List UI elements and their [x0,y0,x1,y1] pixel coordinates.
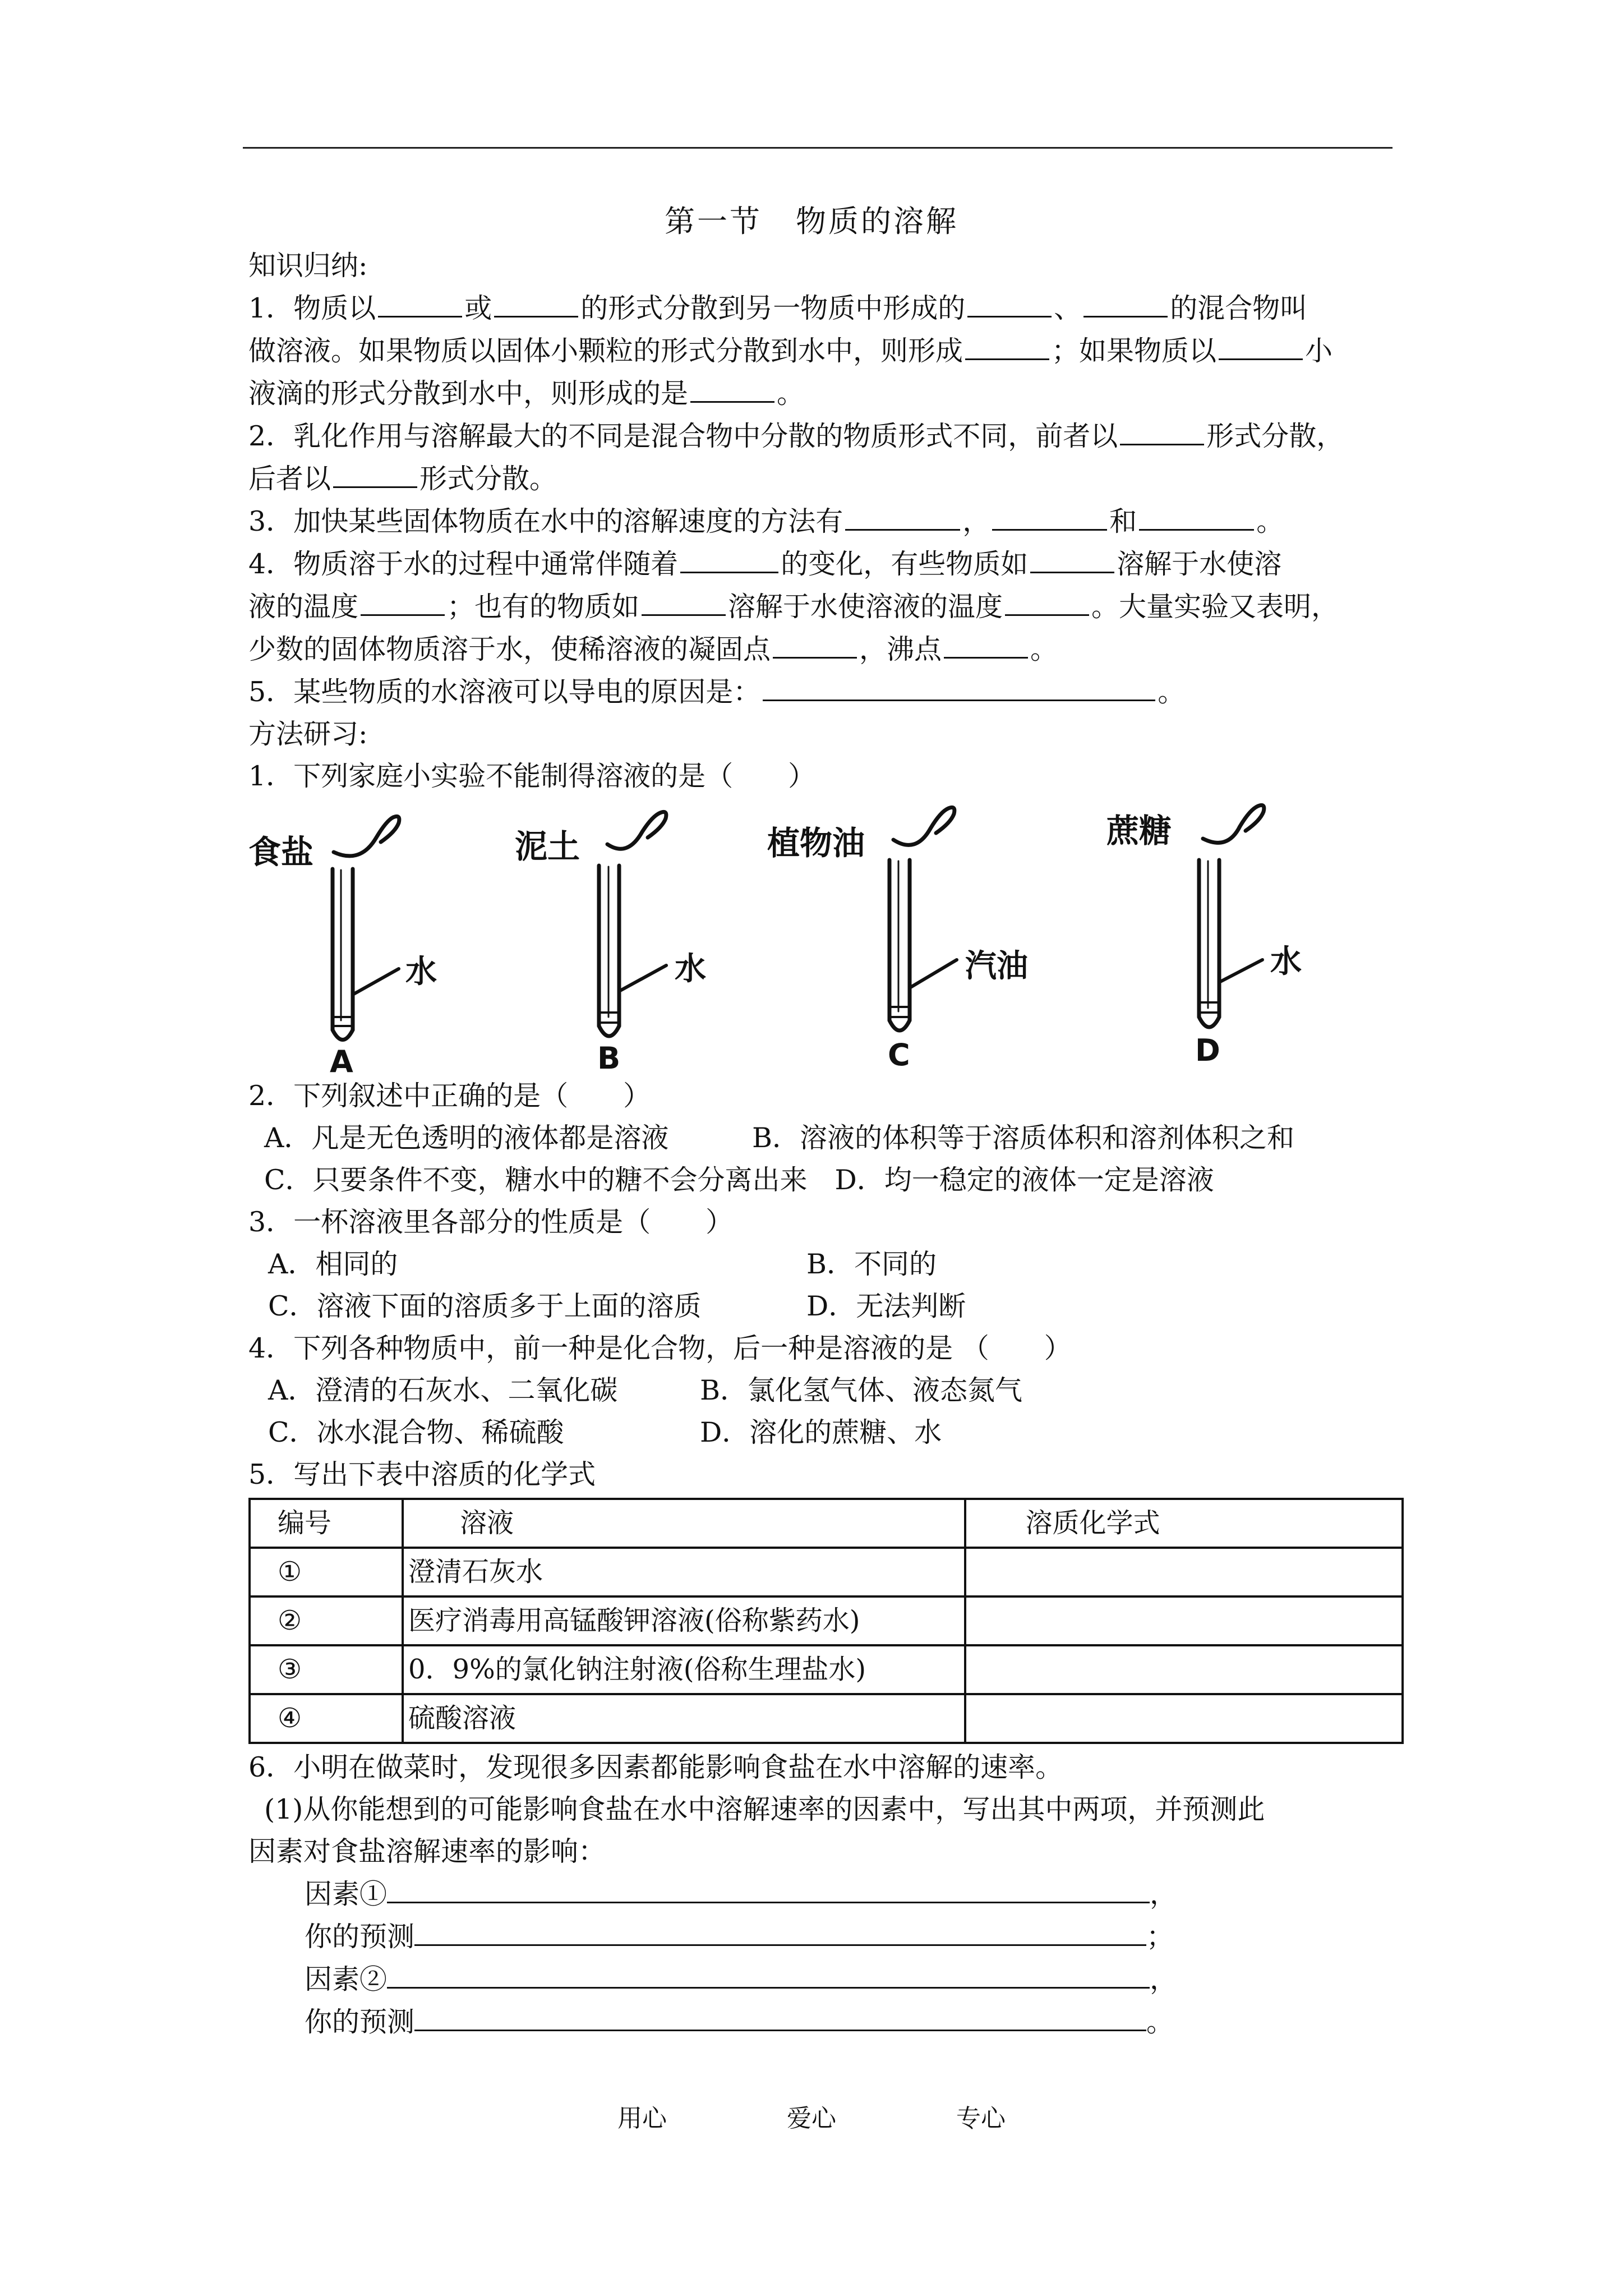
prediction-2-line: 你的预测 。 [248,2000,1404,2043]
title-section: 第一节 [665,204,762,239]
blank[interactable] [944,628,1028,659]
prediction-1-blank[interactable] [414,1915,1146,1946]
blank[interactable] [1030,542,1114,573]
option-b: B．不同的 [806,1248,937,1280]
substance-c: 植物油 [767,824,865,862]
solute-table [248,1498,1404,1744]
method-q4-options-ab [248,1369,1404,1411]
letter-c: C [888,1037,910,1073]
formula-cell[interactable] [965,1548,1403,1596]
method-q2-options-cd [248,1159,1404,1201]
option-c: C．只要条件不变，糖水中的糖不会分离出来 [264,1164,808,1196]
factor-2-line: 因素② ， [248,1958,1404,2000]
footer-word-1: 用心 [617,2104,667,2133]
knowledge-q1-line3: 液滴的形式分散到水中，则形成的是 。 [248,372,1404,415]
knowledge-q4-line3: 少数的固体物质溶于水，使稀溶液的凝固点 ，沸点 。 [248,628,1404,670]
header-rule [243,147,1393,149]
knowledge-q4-line2: 液的温度 ；也有的物质如 溶解于水使溶液的温度 。大量实验又表明， [248,585,1404,628]
header-formula: 溶质化学式 [965,1499,1403,1548]
blank[interactable] [361,585,445,616]
option-d: D．均一稳定的液体一定是溶液 [834,1164,1214,1196]
substance-b: 泥土 [515,827,580,866]
blank[interactable] [965,329,1049,360]
blank[interactable] [763,670,1155,701]
knowledge-q1-line1: 1．物质以 或 的形式分散到另一物质中形成的 、 的混合物叫 [248,287,1404,329]
formula-cell[interactable] [965,1596,1403,1645]
liquid-d: 水 [1270,944,1302,980]
option-b: B．氯化氢气体、液态氮气 [700,1374,1023,1406]
liquid-c: 汽油 [965,948,1028,984]
prediction-1-line: 你的预测 ； [248,1915,1404,1958]
method-q6-sub1b: 因素对食盐溶解速率的影响： [248,1835,606,1867]
letter-d: D [1195,1033,1220,1068]
blank[interactable] [642,585,726,616]
method-q1: 1．下列家庭小实验不能制得溶液的是（ ） [248,760,816,792]
test-tube-figure [248,797,1404,1075]
knowledge-q5: 5．某些物质的水溶液可以导电的原因是： 。 [248,670,1404,713]
knowledge-q2-line1: 2．乳化作用与溶解最大的不同是混合物中分散的物质形式不同，前者以 形式分散， [248,415,1404,457]
blank[interactable] [494,287,578,318]
method-q6: 6．小明在做菜时，发现很多因素都能影响食盐在水中溶解的速率。 [248,1751,1063,1783]
method-q3-options-ab [248,1243,1404,1285]
blank[interactable] [378,287,462,318]
blank[interactable] [992,500,1107,531]
tube-b-drawing [599,812,666,1036]
prediction-2-blank[interactable] [414,2000,1146,2031]
method-q4: 4．下列各种物质中，前一种是化合物，后一种是溶液的是 （ ） [248,1332,1072,1364]
blank[interactable] [690,372,774,403]
option-c: C．溶液下面的溶质多于上面的溶质 [268,1290,702,1322]
option-a: A．相同的 [268,1248,398,1280]
blank[interactable] [845,500,960,531]
tube-d-drawing [1199,805,1264,1027]
factor-1-blank[interactable] [387,1872,1150,1903]
factor-2-blank[interactable] [387,1958,1150,1989]
option-a: A．凡是无色透明的液体都是溶液 [264,1122,669,1154]
blank[interactable] [680,542,778,573]
formula-cell[interactable] [965,1694,1403,1743]
tube-a-drawing [333,816,399,1039]
method-q2: 2．下列叙述中正确的是（ ） [248,1080,651,1112]
method-q3: 3．一杯溶液里各部分的性质是（ ） [248,1206,734,1238]
page-title [0,197,1623,241]
option-b: B．溶液的体积等于溶质体积和溶剂体积之和 [752,1122,1295,1154]
test-tube-diagram [248,797,1404,1075]
page-footer [0,2098,1623,2134]
option-d: D．无法判断 [806,1290,966,1322]
blank[interactable] [1219,329,1303,360]
knowledge-q1-line2: 做溶液。如果物质以固体小颗粒的形式分散到水中，则形成 ；如果物质以 小 [248,329,1404,372]
table-row: ③ 0．9%的氯化钠注射液(俗称生理盐水) [250,1645,1403,1694]
option-d: D．溶化的蔗糖、水 [700,1416,942,1448]
option-a: A．澄清的石灰水、二氧化碳 [268,1374,618,1406]
option-c: C．冰水混合物、稀硫酸 [268,1416,564,1448]
method-q4-options-cd [248,1411,1404,1453]
table-row: ① 澄清石灰水 [250,1548,1403,1596]
header-number: 编号 [250,1499,403,1548]
method-q5: 5．写出下表中溶质的化学式 [248,1458,596,1490]
substance-a: 食盐 [248,833,314,871]
letter-a: A [330,1044,353,1075]
blank[interactable] [1005,585,1089,616]
blank[interactable] [1083,287,1168,318]
tube-c-drawing [889,807,957,1030]
method-q2-options-ab [248,1117,1404,1159]
section-heading-method: 方法研习: [248,718,368,750]
blank[interactable] [1120,415,1204,445]
blank[interactable] [1139,500,1254,531]
knowledge-q3: 3．加快某些固体物质在水中的溶解速度的方法有 ， 和 。 [248,500,1404,542]
liquid-b: 水 [675,951,706,987]
letter-b: B [597,1041,621,1075]
main-content [248,245,1404,2043]
section-heading-knowledge: 知识归纳: [248,250,368,282]
blank[interactable] [967,287,1052,318]
formula-cell[interactable] [965,1645,1403,1694]
footer-word-2: 爱心 [787,2104,836,2133]
liquid-a: 水 [405,954,437,990]
footer-word-3: 专心 [956,2104,1006,2133]
title-topic: 物质的溶解 [796,204,958,239]
blank[interactable] [333,457,417,488]
blank[interactable] [773,628,857,659]
table-header-row [250,1499,1403,1548]
table-row: ② 医疗消毒用高锰酸钾溶液(俗称紫药水) [250,1596,1403,1645]
table-row: ④ 硫酸溶液 [250,1694,1403,1743]
factor-1-line: 因素① ， [248,1872,1404,1915]
method-q6-sub1a: (1)从你能想到的可能影响食盐在水中溶解速率的因素中，写出其中两项，并预测此 [264,1793,1265,1825]
substance-d: 蔗糖 [1106,812,1172,850]
header-solution: 溶液 [403,1499,965,1548]
method-q3-options-cd [248,1285,1404,1327]
knowledge-q2-line2: 后者以 形式分散。 [248,457,1404,500]
knowledge-q4-line1: 4．物质溶于水的过程中通常伴随着 的变化，有些物质如 溶解于水使溶 [248,542,1404,585]
